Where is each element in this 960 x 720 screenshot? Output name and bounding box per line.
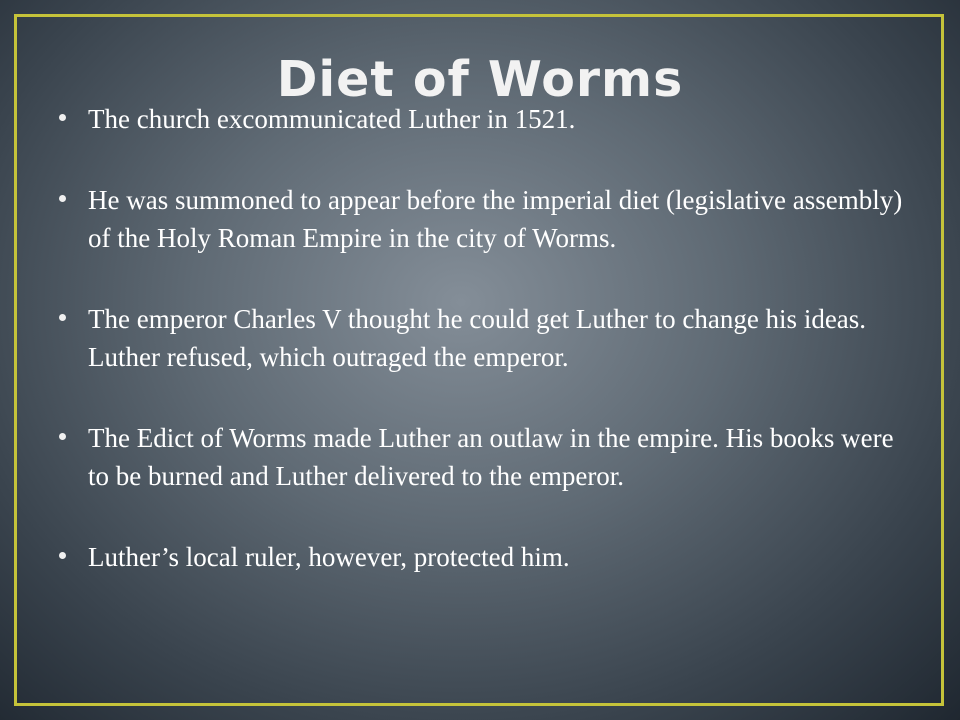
bullet-item bbox=[56, 181, 906, 257]
bullet-icon bbox=[59, 433, 66, 440]
bullet-item bbox=[56, 300, 906, 376]
bullet-text: The church excommunicated Luther in 1521. bbox=[88, 104, 576, 134]
bullet-item bbox=[56, 100, 906, 138]
bullet-icon bbox=[59, 552, 66, 559]
bullet-item bbox=[56, 419, 906, 495]
bullet-icon bbox=[59, 114, 66, 121]
slide-title: Diet of Worms bbox=[276, 50, 684, 108]
bullet-icon bbox=[59, 314, 66, 321]
bullet-icon bbox=[59, 195, 66, 202]
bullet-text: The Edict of Worms made Luther an outlaw in the empire. His books were to be burned and Luther delivered to the emperor. bbox=[88, 423, 894, 491]
bullet-item bbox=[56, 538, 906, 576]
bullet-text: The emperor Charles V thought he could get Luther to change his ideas. Luther refused, which outraged the emperor. bbox=[88, 304, 867, 372]
bullet-text: He was summoned to appear before the imperial diet (legislative assembly) of the Holy Roman Empire in the city of Worms. bbox=[88, 185, 903, 253]
bullet-list bbox=[56, 100, 906, 619]
bullet-text: Luther’s local ruler, however, protected him. bbox=[88, 542, 570, 572]
